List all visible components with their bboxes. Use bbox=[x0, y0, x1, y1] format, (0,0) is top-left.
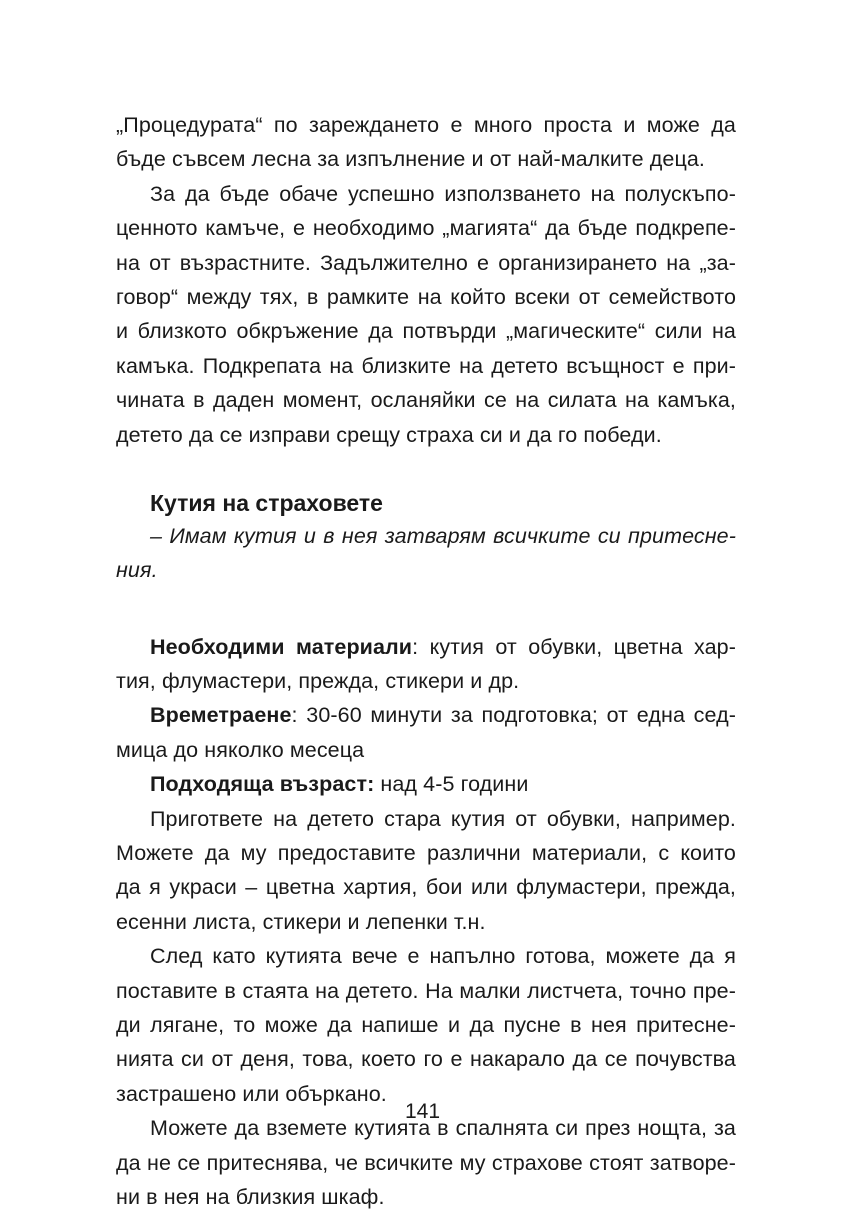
text-line bbox=[116, 698, 736, 732]
epigraph bbox=[116, 519, 736, 588]
duration-value: : 30-60 минути за подготовка; от една сед- bbox=[291, 703, 736, 728]
epigraph-line: – Имам кутия и в нея затварям всичките си притесне- bbox=[150, 523, 736, 548]
text-line: на от възрастните. Задължително е организирането на „за- bbox=[116, 250, 736, 275]
text-line bbox=[116, 630, 736, 664]
text-line: За да бъде обаче успешно използването на полускъпо- bbox=[150, 181, 736, 206]
text-line: нията си от деня, това, което го е накарало да се почувства bbox=[116, 1047, 736, 1072]
paragraph-continuation bbox=[116, 108, 736, 177]
text-line: След като кутията вече е напълно готова, можете да я bbox=[150, 944, 736, 969]
text-line: говор“ между тях, в рамките на който всеки от семейството bbox=[116, 284, 736, 309]
text-line: да я украси – цветна хартия, бои или флумастери, прежда, bbox=[116, 875, 736, 900]
paragraph bbox=[116, 802, 736, 940]
paragraph bbox=[116, 177, 736, 452]
text-line: „Процедурата“ по зареждането е много проста и може да bbox=[116, 113, 736, 137]
text-line: тия, флумастери, прежда, стикери и др. bbox=[116, 669, 520, 694]
materials-value: : кутия от обувки, цветна хар- bbox=[412, 634, 737, 659]
text-line: ценното камъче, е необходимо „магията“ да бъде подкрепе- bbox=[116, 216, 736, 241]
text-line: и близкото обкръжение да потвърди „магическите“ сили на bbox=[116, 319, 736, 344]
text-line: камъка. Подкрепата на близките на детето всъщност е при- bbox=[116, 353, 736, 378]
duration-info bbox=[116, 698, 736, 767]
text-line: Пригответе на детето стара кутия от обувки, например. bbox=[150, 806, 736, 831]
text-line: ни в нея на близкия шкаф. bbox=[116, 1184, 385, 1209]
text-line: Можете да вземете кутията в спалнята си през нощта, за bbox=[150, 1116, 736, 1141]
text-line: детето да се изправи срещу страха си и да го победи. bbox=[116, 422, 662, 447]
age-info bbox=[116, 767, 736, 801]
age-value: над 4-5 години bbox=[374, 772, 529, 797]
epigraph-line: ния. bbox=[116, 558, 158, 583]
paragraph bbox=[116, 939, 736, 1111]
page-body bbox=[116, 108, 736, 1214]
text-line: мица до няколко месеца bbox=[116, 737, 365, 762]
text-line: Можете да му предоставите различни материали, с които bbox=[116, 841, 736, 866]
text-line: чината в даден момент, осланяйки се на силата на камъка, bbox=[116, 388, 736, 413]
materials-info bbox=[116, 630, 736, 699]
materials-label: Необходими материали bbox=[150, 634, 413, 659]
text-line bbox=[116, 767, 736, 801]
section-title: Кутия на страховете bbox=[150, 489, 383, 516]
text-line: есенни листа, стикери и лепенки т.н. bbox=[116, 909, 486, 934]
text-line: бъде съвсем лесна за изпълнение и от най-малките деца. bbox=[116, 147, 705, 172]
text-line: да не се притеснява, че всичките му страхове стоят затворе- bbox=[116, 1150, 736, 1175]
text-line: ди лягане, то може да напише и да пусне в нея притесне- bbox=[116, 1012, 736, 1037]
age-label: Подходяща възраст: bbox=[150, 772, 375, 797]
page-number: 141 bbox=[404, 1100, 441, 1123]
duration-label: Времетраене bbox=[150, 703, 292, 728]
text-line: застрашено или объркано. bbox=[116, 1081, 387, 1106]
text-line: поставите в стаята на детето. На малки листчета, точно пре- bbox=[116, 978, 736, 1003]
